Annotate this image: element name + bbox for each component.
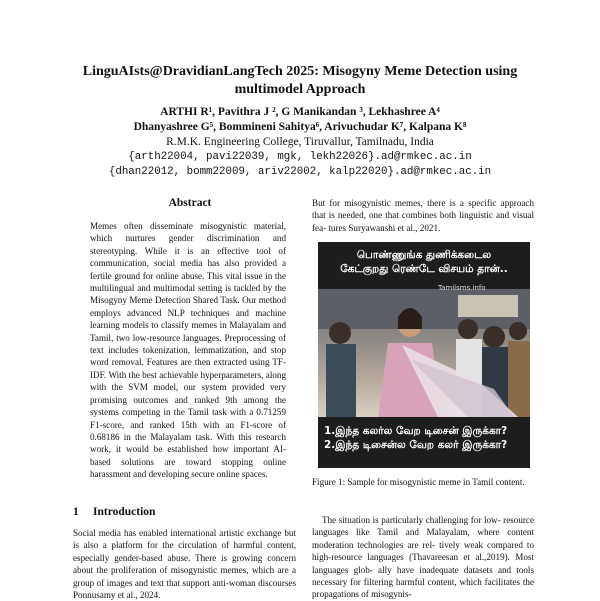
- introduction-text: Social media has enabled international artistic exchange but is also a platform for the circulation of harmful content, especially gender-based abuse. There is growing concern about the proliferation of misogynistic memes, which are a group of images and text that support anti-woman discourses Ponnusamy et al., 2024.: [73, 528, 296, 601]
- author-list: [40, 105, 560, 134]
- right-top-text: But for misogynistic memes, there is a specific approach that is needed, one that combines both linguistic and visual fea- tures Suryawanshi et al., 2021.: [312, 198, 534, 233]
- meme-top-text: [318, 248, 530, 276]
- section-title: Introduction: [93, 506, 156, 518]
- right-column-body: [312, 514, 534, 601]
- title-line-2: multimodel Approach: [234, 82, 366, 97]
- meme-bottom-text: [318, 424, 530, 452]
- emails-line-1: {arth22004, pavi22039, mgk, lekh22026}.ad@rmkec.ac.in: [128, 151, 472, 163]
- meme-bottom-line-1: 1.இந்த கலர்ல வேற டிசைன் இருக்கா?: [324, 425, 508, 437]
- emails-line-2: {dhan22012, bomm22009, ariv22002, kalp22020}.ad@rmkec.ac.in: [108, 166, 492, 178]
- meme-bottom-line-2: 2.இந்த டிசைன்ல வேற கலர் இருக்கா?: [324, 439, 508, 451]
- introduction-body: [73, 527, 296, 601]
- affiliation-block: [40, 135, 560, 180]
- meme-top-line-2: கேட்குறது ரெண்டே விசயம் தான்..: [340, 263, 508, 275]
- section-number: 1: [73, 506, 79, 518]
- section-heading-introduction: [73, 506, 303, 518]
- abstract-heading: Abstract: [168, 197, 212, 209]
- meme-top-line-1: பொண்ணுங்க துணிக்கடைல: [356, 249, 492, 261]
- figure-caption: Figure 1: Sample for misogynistic meme in Tamil content.: [312, 477, 525, 487]
- affiliation: R.M.K. Engineering College, Tiruvallur, Tamilnadu, India: [166, 136, 434, 148]
- authors-line-2: Dhanyashree G⁵, Bommineni Sahitya⁶, Arivuchudar K⁷, Kalpana K⁸: [133, 120, 467, 133]
- authors-line-1: ARTHI R¹, Pavithra J ², G Manikandan ³, Lekhashree A⁴: [160, 106, 440, 118]
- paper-title: [40, 63, 560, 99]
- crowd-illustration: [318, 289, 530, 417]
- right-bottom-text: The situation is particularly challenging for low- resource languages like Tamil and Malayalam, where content moderation technologies are rel- tively weak compared to high-resource languages (Thavareesan et al.,2019). Most languages glob- ally have inadequate datasets and tools necessary for filtering harmful content, which facilitates the propagations of misogynis-: [312, 515, 534, 600]
- meme-watermark: Tamilsms.info: [438, 284, 486, 292]
- abstract-text: Memes often disseminate misogynistic material, which nurtures gender discrimination and stereotyping. While it is an effective tool of communication, social media has also provided a fertile ground for online abuse. This vital issue in the multilingual and multimodal setting is tackled by the Misogyny Meme Detection Shared Task. Our method employs advanced NLP techniques and machine learning models to classify memes in Malayalam and Tamil, two low-resource languages. Preprocessing of text includes tokenization, lemmatization, and stop word removal. Features are then extracted using TF-IDF. With the best achievable hyperparameters, along with the SVM model, our system provided very promising outcomes and ranked 9th among the systems competing in the Tamil task with a 0.71259 F1-score, and ranked 15th with an F1-score of 0.68186 in the Malayalam task. With this research work, it would be established how important AI-based solutions are toward stopping online harassment and developing secure online spaces.: [90, 221, 286, 480]
- right-column-intro: [312, 197, 534, 234]
- abstract-body: [90, 220, 286, 481]
- meme-photo: [318, 289, 530, 417]
- title-line-1: LinguAIsts@DravidianLangTech 2025: Misogyny Meme Detection using: [82, 64, 518, 79]
- meme-figure: [318, 242, 530, 468]
